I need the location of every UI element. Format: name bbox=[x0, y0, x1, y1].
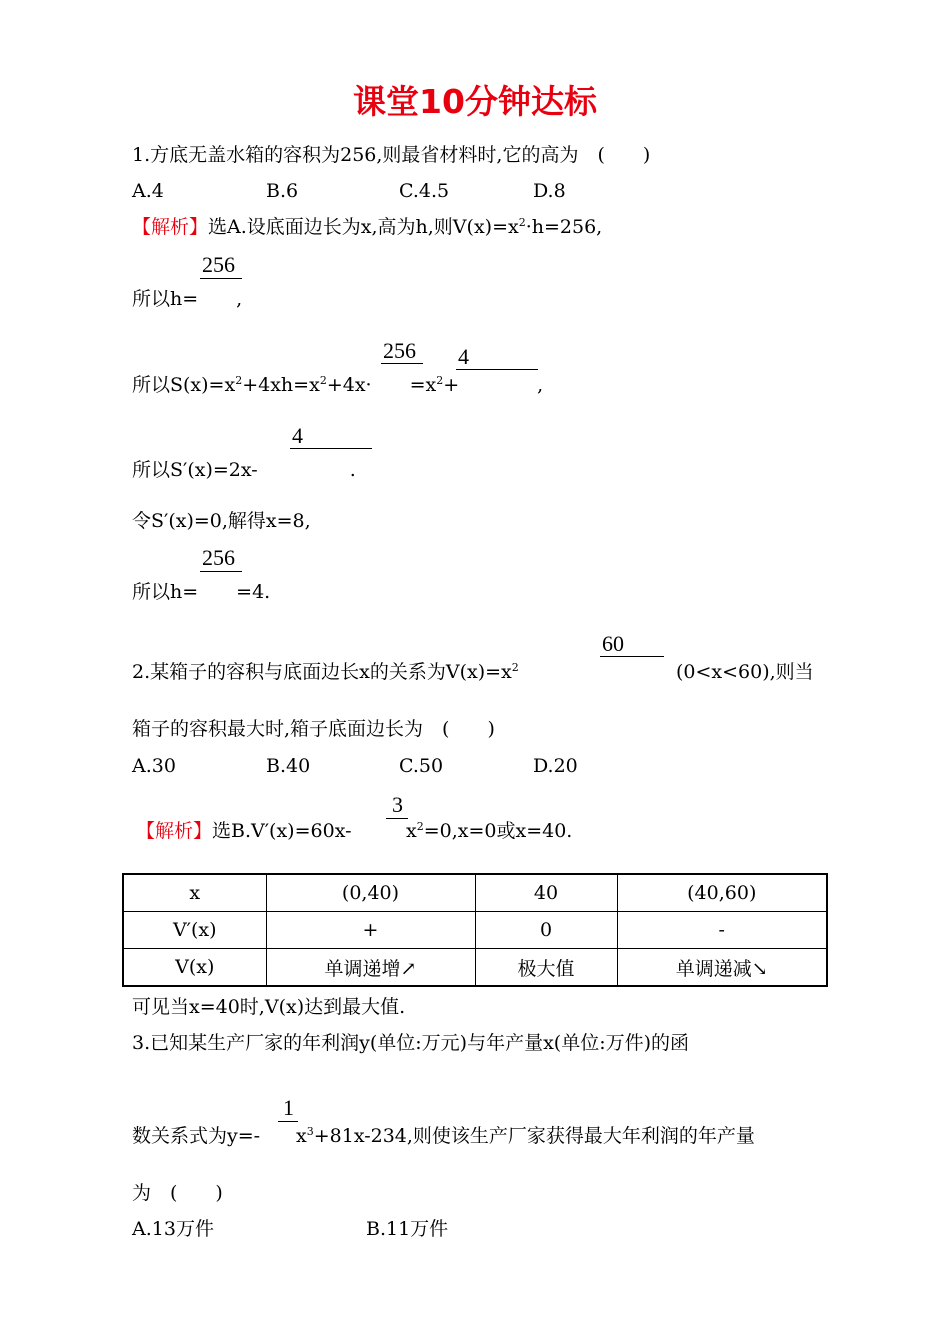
table-cell: (0,40) bbox=[266, 874, 475, 912]
q3-option-a: A.13万件 bbox=[132, 1218, 214, 1240]
q3-fraction-1: 1 bbox=[283, 1095, 294, 1120]
q1-sol-tail: ·h=256, bbox=[525, 216, 603, 238]
q1-fraction-256-c: 256 bbox=[202, 545, 235, 570]
q3-stem-line3: 为 ( ) bbox=[132, 1182, 223, 1204]
q2-option-b: B.40 bbox=[266, 755, 311, 777]
fraction-bar bbox=[456, 369, 538, 370]
q2-fraction-3: 3 bbox=[392, 792, 403, 817]
q1-fraction-256-a: 256 bbox=[202, 252, 235, 277]
fraction-bar bbox=[386, 818, 408, 819]
q2-solution-tail: $x^2=0,x=0$或x=40. bbox=[406, 820, 573, 842]
q1-sol-text: 选A.设底面边长为x,高为h,则V(x)=x bbox=[208, 216, 519, 238]
table-cell: 极大值 bbox=[475, 949, 617, 987]
q1-option-b: B.6 bbox=[266, 180, 299, 202]
q1-option-d: D.8 bbox=[533, 180, 566, 202]
table-row bbox=[123, 912, 827, 949]
q2-option-a: A.30 bbox=[132, 755, 176, 777]
q1-sol-exponent: 2 bbox=[518, 216, 526, 229]
q2-option-c: C.50 bbox=[399, 755, 444, 777]
q1-line4: 所以S′(x)=2x- . bbox=[132, 459, 356, 481]
analysis-tag: 【解析】 bbox=[136, 820, 213, 842]
q1-line6: 所以h= =4. bbox=[132, 581, 271, 603]
q2-solution: 【解析】选B.V′(x)=60x- bbox=[136, 820, 352, 842]
table-cell: (40,60) bbox=[617, 874, 827, 912]
q1-fraction-4-a: 4 bbox=[458, 344, 469, 369]
q1-stem: 1.方底无盖水箱的容积为256,则最省材料时,它的高为 ( ) bbox=[132, 144, 651, 166]
q3-stem-line2-tail: $x^3+81x-234$,则使该生产厂家获得最大年利润的年产量 bbox=[296, 1125, 755, 1147]
table-cell: x bbox=[123, 874, 266, 912]
q3-option-b: B.11万件 bbox=[366, 1218, 449, 1240]
fraction-bar bbox=[290, 448, 372, 449]
table-cell: 40 bbox=[475, 874, 617, 912]
q1-option-c: C.4.5 bbox=[399, 180, 450, 202]
table-row bbox=[123, 949, 827, 987]
fraction-bar bbox=[278, 1121, 298, 1122]
table-cell: - bbox=[617, 912, 827, 949]
q2-conclusion: 可见当x=40时,V(x)达到最大值. bbox=[132, 996, 406, 1018]
q2-stem-line2: 箱子的容积最大时,箱子底面边长为 ( ) bbox=[132, 718, 495, 740]
page-title: 课堂10分钟达标 bbox=[353, 82, 597, 121]
q1-line5: 令S′(x)=0,解得x=8, bbox=[132, 510, 311, 532]
q2-stem-line1-tail: (0<x<60),则当 bbox=[676, 661, 814, 683]
table-cell: 单调递增↗ bbox=[266, 949, 475, 987]
table-row bbox=[123, 874, 827, 912]
q1-fraction-256-b: 256 bbox=[383, 338, 416, 363]
table-cell: + bbox=[266, 912, 475, 949]
table-cell: 单调递减↘ bbox=[617, 949, 827, 987]
table-cell: 0 bbox=[475, 912, 617, 949]
fraction-bar bbox=[200, 278, 242, 279]
q2-stem-line1: 2.某箱子的容积与底面边长x的关系为$V(x)=x^2$ bbox=[132, 661, 519, 683]
q1-line2: 所以h= , bbox=[132, 288, 243, 310]
monotonicity-table bbox=[122, 873, 828, 987]
q1-option-a: A.4 bbox=[132, 180, 164, 202]
q3-stem-line2: 数关系式为y=- bbox=[132, 1125, 261, 1147]
fraction-bar bbox=[600, 656, 664, 657]
q1-fraction-4-b: 4 bbox=[292, 423, 303, 448]
q2-option-d: D.20 bbox=[533, 755, 578, 777]
fraction-bar bbox=[381, 363, 423, 364]
table-cell: V′(x) bbox=[123, 912, 266, 949]
table-cell: V(x) bbox=[123, 949, 266, 987]
q2-fraction-60: 60 bbox=[602, 631, 624, 656]
analysis-tag: 【解析】 bbox=[132, 216, 209, 238]
q3-stem-line1: 3.已知某生产厂家的年利润y(单位:万元)与年产量x(单位:万件)的函 bbox=[132, 1032, 690, 1054]
q1-solution-line1 bbox=[132, 215, 602, 242]
q1-line3: 所以$S(x)=x^2+4xh=x^2+4x\cdot$ $=x^2+$ , bbox=[132, 374, 544, 396]
fraction-bar bbox=[200, 571, 242, 572]
